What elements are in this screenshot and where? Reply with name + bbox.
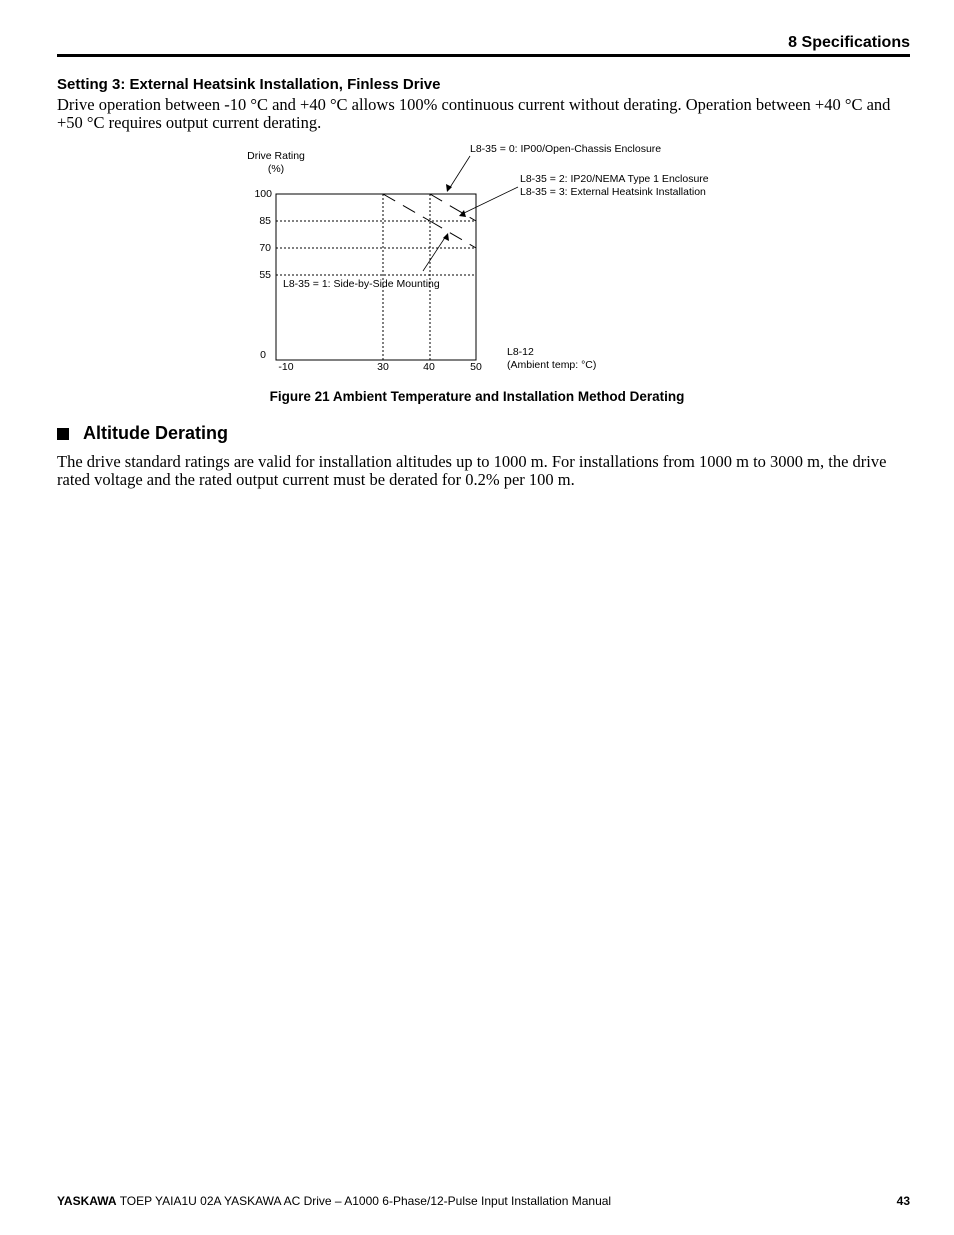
x-tick-label: 30 (377, 361, 389, 373)
series-line-side-by-side (430, 221, 476, 248)
leader-side-by-side (423, 236, 446, 271)
footer (57, 1194, 611, 1208)
footer-text: TOEP YAIA1U 02A YASKAWA AC Drive – A1000 6-Phase/12-Pulse Input Installation Manual (116, 1194, 612, 1208)
series-line-open-chassis (383, 194, 430, 221)
section-title: 8 Specifications (788, 34, 910, 51)
x-axis-label-line2: (Ambient temp: °C) (507, 359, 597, 371)
altitude-paragraph: The drive standard ratings are valid for installation altitudes up to 1000 m. For installations from 1000 m to 3000 m, the drive rated voltage and the rated output current must be derated for 0.2% per 100 m. (57, 452, 887, 489)
y-axis-label-line1: Drive Rating (247, 150, 305, 162)
y-tick-label: 70 (259, 242, 271, 254)
annotation-ip20-enclosure: L8-35 = 2: IP20/NEMA Type 1 Enclosure (520, 173, 709, 185)
x-tick-label: 50 (470, 361, 482, 373)
y-tick-label: 0 (260, 349, 266, 361)
figure-caption: Figure 21 Ambient Temperature and Installation Method Derating (269, 389, 685, 404)
y-axis-label-line2: (%) (267, 163, 285, 175)
x-tick-label: 40 (423, 361, 435, 373)
setting-heading: Setting 3: External Heatsink Installation, Finless Drive (57, 76, 441, 93)
gridlines (276, 194, 476, 360)
series-line-ip20-external (430, 194, 476, 221)
y-tick-label: 85 (259, 215, 271, 227)
page-number: 43 (896, 1194, 910, 1208)
annotation-external-heatsink: L8-35 = 3: External Heatsink Installation (520, 186, 706, 198)
x-tick-label: -10 (278, 361, 294, 373)
plot-frame (276, 194, 476, 360)
derating-chart (0, 0, 954, 385)
footer-brand: YASKAWA (57, 1194, 117, 1208)
leader-open-chassis (449, 156, 470, 189)
annotation-open-chassis: L8-35 = 0: IP00/Open-Chassis Enclosure (470, 143, 662, 155)
leader-ip20-external (462, 187, 518, 214)
y-tick-label: 100 (254, 188, 272, 200)
x-axis-label-line1: L8-12 (507, 346, 534, 358)
setting-paragraph: Drive operation between -10 °C and +40 °C allows 100% continuous current without derating. Operation between +40 °C and +50 °C requires output current derating. (57, 95, 891, 132)
altitude-heading (57, 423, 228, 444)
annotation-side-by-side: L8-35 = 1: Side-by-Side Mounting (283, 278, 440, 290)
y-tick-label: 55 (259, 269, 271, 281)
arrowhead-ip20-external (459, 210, 466, 217)
square-bullet-icon (57, 428, 69, 440)
altitude-heading-text: Altitude Derating (83, 423, 229, 443)
